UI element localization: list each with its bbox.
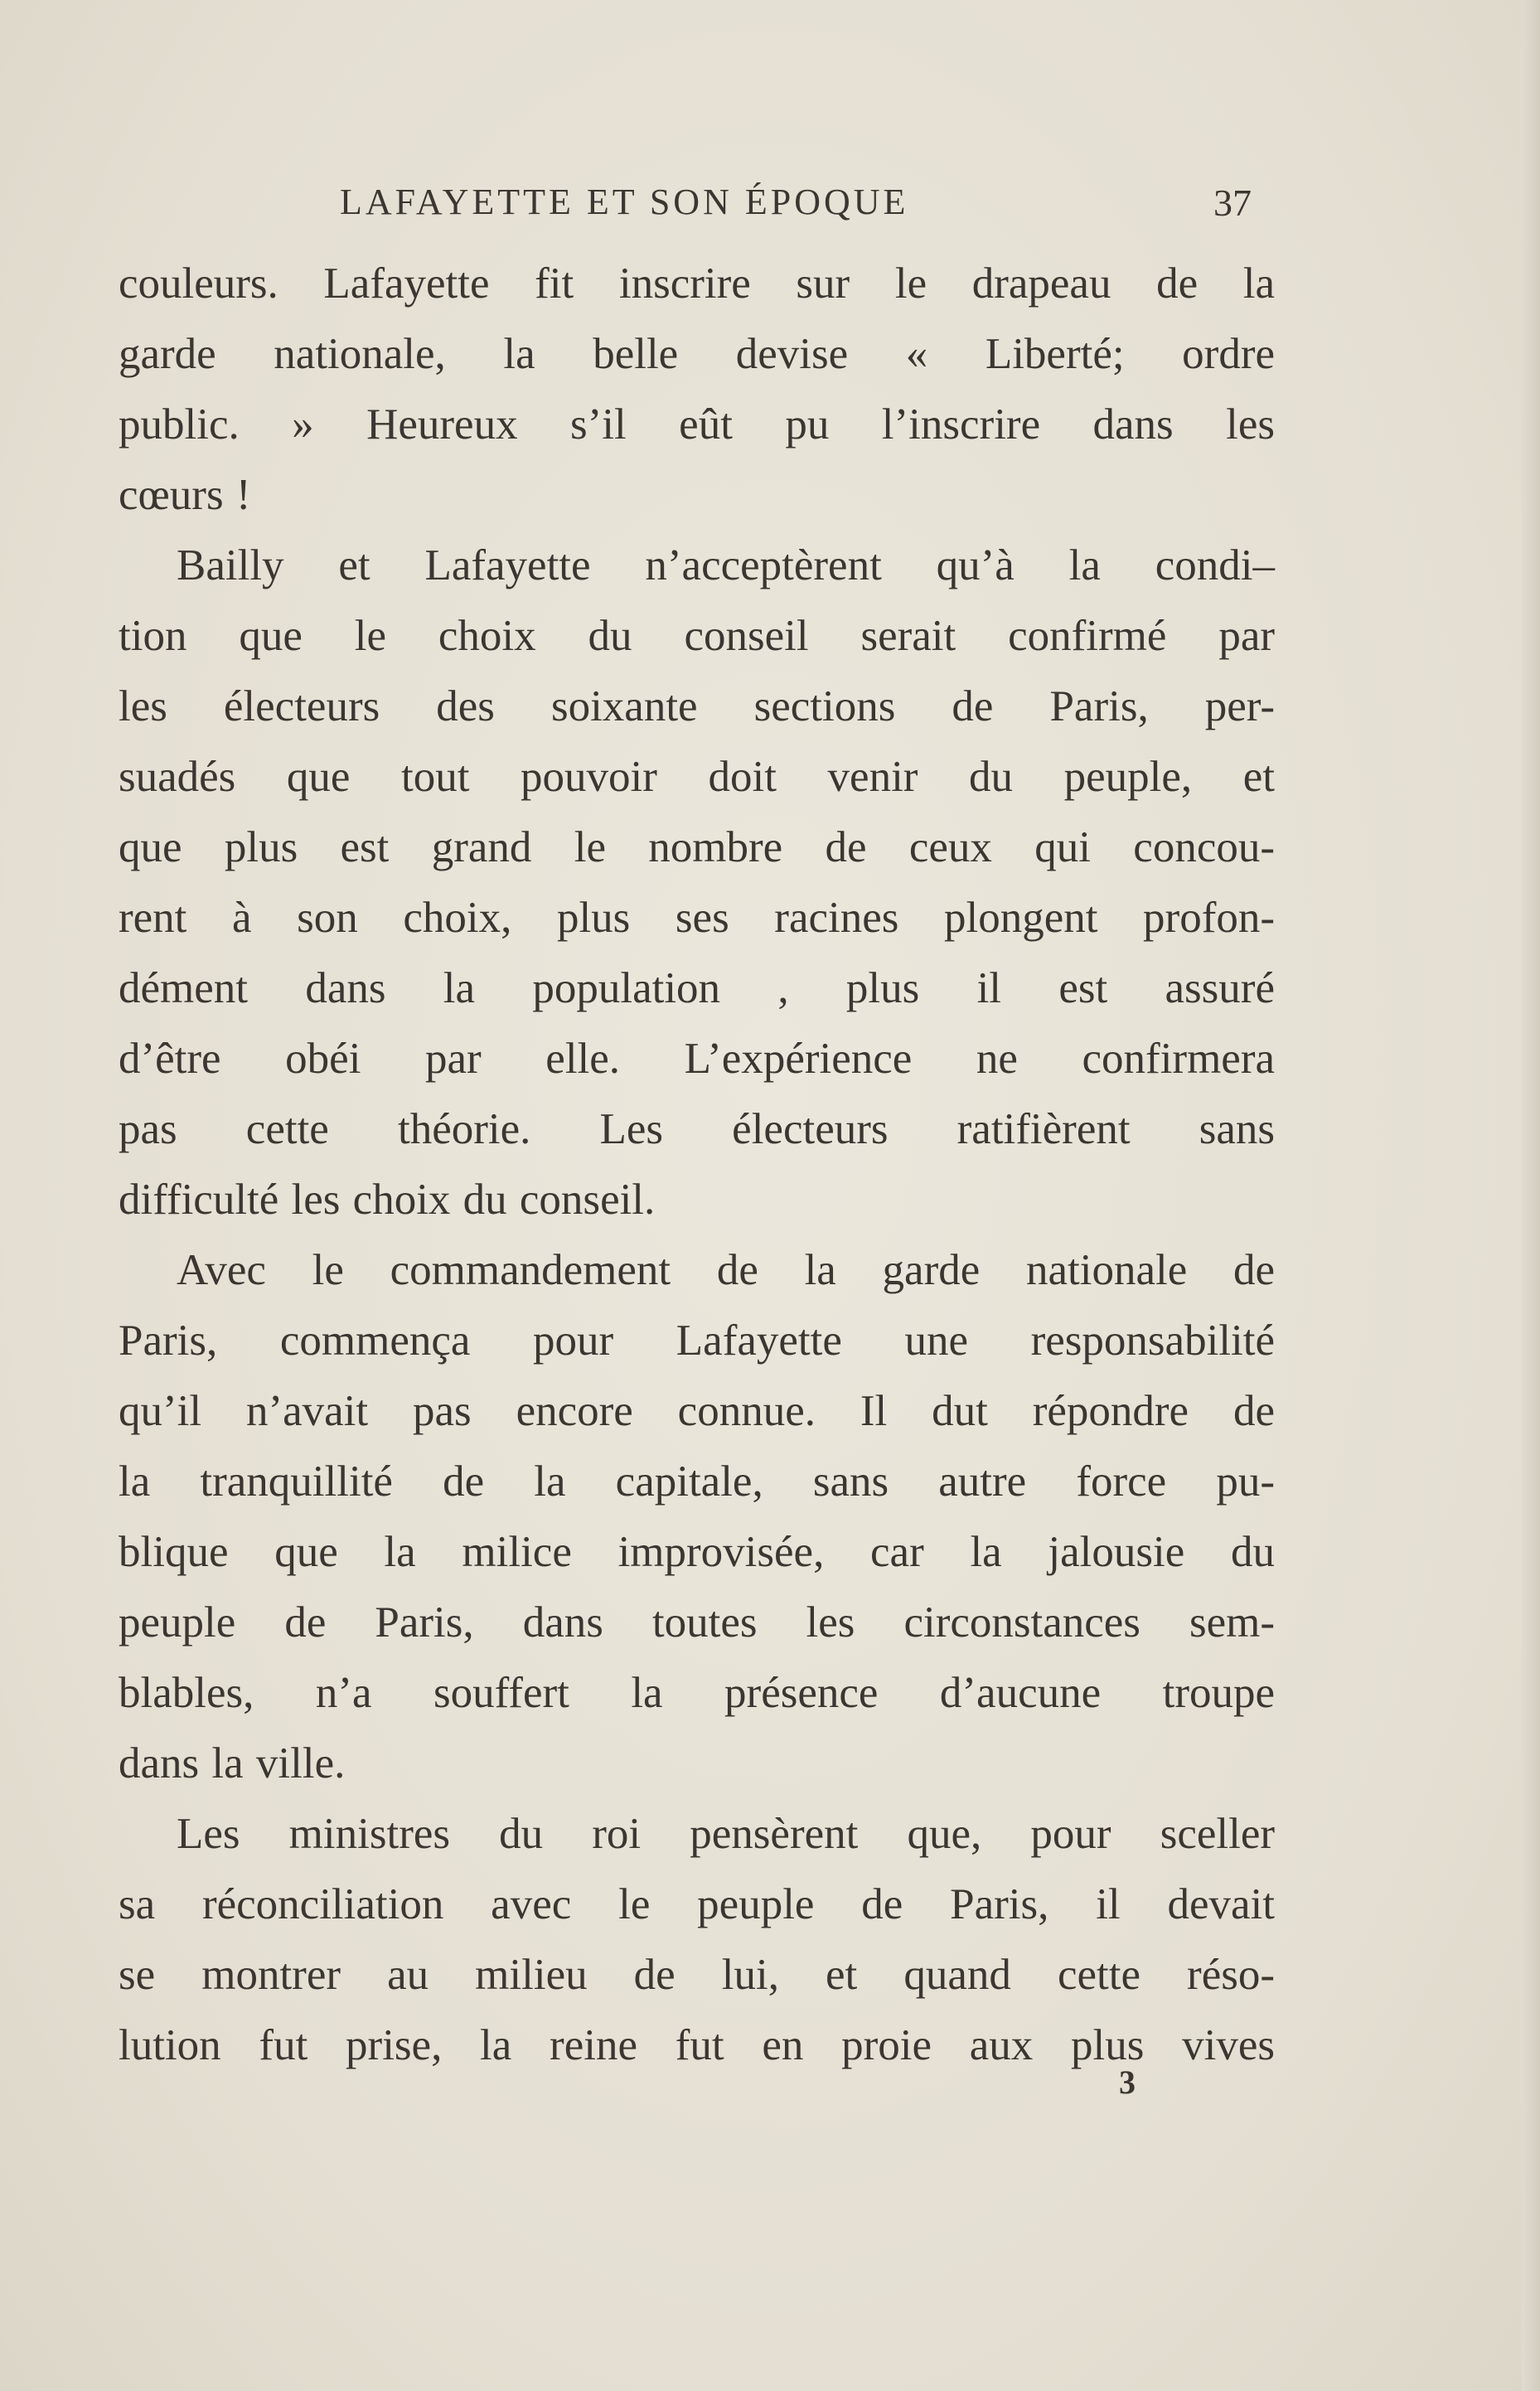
text-line-content: dans la ville. — [119, 1739, 346, 1787]
text-line — [119, 531, 1275, 601]
text-line-content: Paris, commença pour Lafayette une responsabilité — [119, 1317, 1275, 1365]
text-line-content: peuple de Paris, dans toutes les circonstances sem- — [119, 1598, 1275, 1647]
text-line — [119, 1024, 1275, 1094]
text-line-content: couleurs. Lafayette fit inscrire sur le drapeau de la — [119, 259, 1275, 308]
text-line-content: suadés que tout pouvoir doit venir du peuple, et — [119, 753, 1275, 801]
text-line-content: que plus est grand le nombre de ceux qui concou- — [119, 823, 1275, 871]
text-line — [119, 249, 1275, 319]
text-line — [119, 601, 1275, 672]
text-line — [119, 1447, 1275, 1517]
text-line-content: les électeurs des soixante sections de Paris, per- — [119, 682, 1275, 730]
text-line — [119, 1658, 1275, 1729]
text-line — [119, 390, 1275, 460]
text-line — [119, 1306, 1275, 1376]
page-number: 37 — [1213, 182, 1252, 224]
text-line-content: tion que le choix du conseil serait confirmé par — [119, 612, 1275, 660]
text-line — [119, 1235, 1275, 1306]
text-line-content: sa réconciliation avec le peuple de Paris, il devait — [119, 1880, 1275, 1928]
text-line-content: cœurs ! — [119, 471, 251, 519]
text-line-content: garde nationale, la belle devise « Liberté; ordre — [119, 330, 1275, 378]
text-line — [119, 883, 1275, 953]
text-line-content: d’être obéi par elle. L’expérience ne confirmera — [119, 1035, 1275, 1083]
text-line-content: qu’il n’avait pas encore connue. Il dut répondre de — [119, 1387, 1275, 1435]
text-line-content: difficulté les choix du conseil. — [119, 1176, 656, 1224]
text-line — [119, 2010, 1275, 2081]
text-line — [119, 1517, 1275, 1588]
text-line-content: dément dans la population , plus il est assuré — [119, 964, 1275, 1012]
text-line-content: blables, n’a souffert la présence d’aucune troupe — [119, 1669, 1275, 1717]
signature-mark: 3 — [1119, 2064, 1136, 2101]
text-line — [119, 1940, 1275, 2010]
text-line-content: la tranquillité de la capitale, sans autre force pu- — [119, 1457, 1275, 1506]
text-line-content: blique que la milice improvisée, car la jalousie du — [119, 1528, 1275, 1576]
text-line — [119, 672, 1275, 742]
text-line-content: pas cette théorie. Les électeurs ratifièrent sans — [119, 1105, 1275, 1153]
text-line-content: Avec le commandement de la garde nationale de — [177, 1246, 1275, 1294]
running-title: LAFAYETTE ET SON ÉPOQUE — [340, 182, 909, 222]
page-edge — [1522, 0, 1540, 2391]
text-line — [119, 1799, 1275, 1870]
text-line-content: se montrer au milieu de lui, et quand cette réso- — [119, 1951, 1275, 1999]
text-line-content: Bailly et Lafayette n’acceptèrent qu’à la condi– — [177, 541, 1275, 589]
text-line — [119, 1588, 1275, 1658]
text-line-content: rent à son choix, plus ses racines plongent profon- — [119, 894, 1275, 942]
text-line — [119, 812, 1275, 883]
text-line — [119, 460, 1275, 531]
text-line — [119, 1870, 1275, 1940]
text-line — [119, 953, 1275, 1024]
text-line — [119, 319, 1275, 390]
text-line-content: Les ministres du roi pensèrent que, pour sceller — [177, 1810, 1275, 1858]
text-line — [119, 1094, 1275, 1165]
body-text — [119, 249, 1275, 2081]
text-line — [119, 1165, 1275, 1235]
text-line-content: lution fut prise, la reine fut en proie aux plus vives — [119, 2021, 1275, 2069]
text-line — [119, 1729, 1275, 1799]
running-header — [340, 181, 1252, 230]
text-line — [119, 742, 1275, 812]
text-line-content: public. » Heureux s’il eût pu l’inscrire dans les — [119, 400, 1275, 449]
text-line — [119, 1376, 1275, 1447]
